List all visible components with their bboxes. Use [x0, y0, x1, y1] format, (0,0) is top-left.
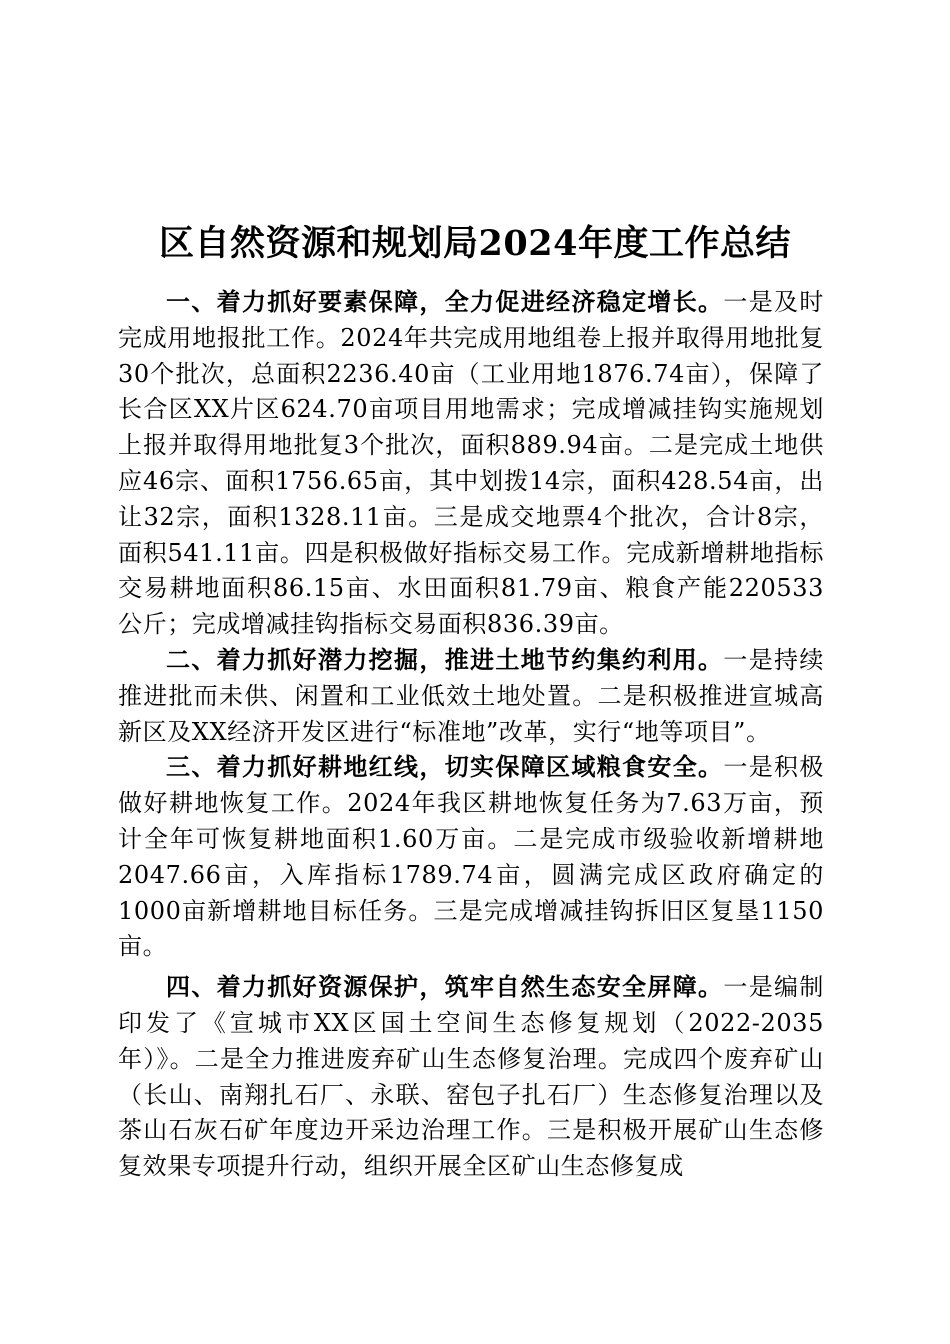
- section-3-body: 一是积极做好耕地恢复工作。2024年我区耕地恢复任务为7.63万亩，预计全年可恢复耕地面积1.60万亩。二是完成市级验收新增耕地2047.66亩，入库指标1789.74亩，圆满完成区政府确定的1000亩新增耕地目标任务。三是完成增减挂钩拆旧区复垦1150亩。: [118, 753, 824, 961]
- section-1-body: 一是及时完成用地报批工作。2024年共完成用地组卷上报并取得用地批复30个批次，总面积2236.40亩（工业用地1876.74亩），保障了长合区XX片区624.70亩项目用地需求；完成增减挂钩实施规划上报并取得用地批复3个批次，面积889.94亩。二是完成土地供应46宗、面积1756.65亩，其中划拨14宗，面积428.54亩，出让32宗，面积1328.11亩。三是成交地票4个批次，合计8宗，面积541.11亩。四是积极做好指标交易工作。完成新增耕地指标交易耕地面积86.15亩、水田面积81.79亩、粮食产能220533公斤；完成增减挂钩指标交易面积836.39亩。: [118, 288, 824, 639]
- section-4-body: 一是编制印发了《宣城市XX区国土空间生态修复规划（2022-2035年）》。二是全力推进废弃矿山生态修复治理。完成四个废弃矿山（长山、南翔扎石厂、永联、窑包子扎石厂）生态修复治理以及茶山石灰石矿年度边开采边治理工作。三是积极开展矿山生态修复效果专项提升行动，组织开展全区矿山生态修复成: [118, 973, 824, 1181]
- section-2-paragraph: [118, 643, 824, 750]
- section-2-heading: 二、着力抓好潜力挖掘，推进土地节约集约利用。: [166, 645, 724, 674]
- section-4-paragraph: [118, 970, 824, 1185]
- section-4-heading: 四、着力抓好资源保护，筑牢自然生态安全屏障。: [166, 973, 724, 1002]
- section-2-body: 一是持续推进批而未供、闲置和工业低效土地处置。二是积极推进宣城高新区及XX经济开发区进行“标准地”改革，实行“地等项目”。: [118, 645, 824, 746]
- section-3-paragraph: [118, 750, 824, 965]
- section-3-heading: 三、着力抓好耕地红线，切实保障区域粮食安全。: [166, 753, 724, 782]
- section-1-heading: 一、着力抓好要素保障，全力促进经济稳定增长。: [166, 288, 724, 316]
- document-body: [118, 285, 824, 1185]
- document-title: 区自然资源和规划局2024年度工作总结: [159, 223, 791, 265]
- section-1-paragraph: [118, 285, 824, 643]
